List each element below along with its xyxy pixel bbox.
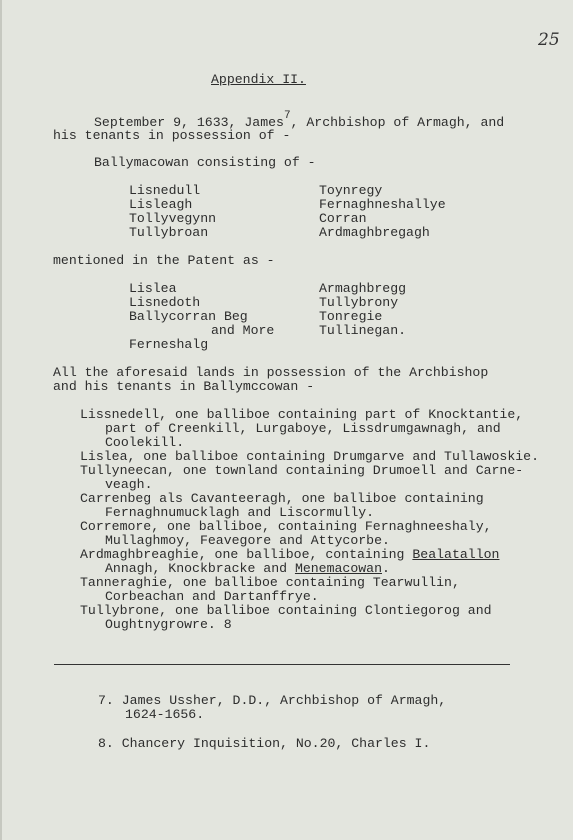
list1-right [319,184,446,240]
list2-right-item: Armaghbregg [319,281,407,296]
list2-right-item: Tonregie [319,309,383,324]
list2-left-item: Ferneshalg [129,337,209,352]
list1-left-item: Tullybroan [129,225,209,240]
list2-right-item: Tullybrony [319,295,399,310]
list1-left-item: Lisnedull [129,183,201,198]
entry-text: Annagh, Knockbracke and [105,561,295,576]
list1-right-item: Corran [319,211,367,226]
list2-left [129,282,274,352]
entry-line: Fernaghnumucklagh and Liscormully. [105,505,375,520]
footnote-7 [98,694,446,722]
list1-right-item: Toynregy [319,183,383,198]
entry-tullybrone [80,604,539,632]
entry-line [80,548,539,562]
entry-line: Tullybrone, one balliboe containing Clontiegorog and [80,603,492,618]
entry-line: Lissnedell, one balliboe containing part of Knocktantie, [80,407,524,422]
entry-tanneraghie [80,576,539,604]
entry-text: Ardmaghbreaghie, one balliboe, containing [80,547,413,562]
aforesaid-line: and his tenants in Ballymccowan - [53,379,315,394]
entries-list [80,408,539,632]
intro-line-2: his tenants in possession of - [53,128,291,143]
intro-text-b: , Archbishop of Armagh, and [290,115,505,130]
footnote-8 [98,737,430,751]
underlined-place-name: Menemacowan [294,561,382,576]
entry-line: Carrenbeg als Cavanteeragh, one balliboe containing [80,491,484,506]
list2-left-item: and More [211,323,275,338]
list1-left-item: Tollyvegynn [129,211,217,226]
list1-right-item: Ardmaghbregagh [319,225,430,240]
patent-heading: mentioned in the Patent as - [53,253,275,268]
aforesaid-paragraph [53,366,488,394]
footnote-line: 8. Chancery Inquisition, No.20, Charles I. [98,736,431,751]
page-number: 25 [538,30,560,50]
entry-line: veagh. [105,477,153,492]
entry-corremore [80,520,539,548]
list2-right-item: Tullinegan. [319,323,407,338]
list2-left-item: Ballycorran Beg [129,309,248,324]
list1-right-item: Fernaghneshallye [319,197,446,212]
entry-line: Tullyneecan, one townland containing Drumoell and Carne- [80,463,524,478]
underlined-place-name: Bealatallon [412,547,500,562]
list1-left [129,184,216,240]
entry-line: part of Creenkill, Lurgaboye, Lissdrumgawnagh, and [105,421,501,436]
footnote-line: 7. James Ussher, D.D., Archbishop of Armagh, [98,693,447,708]
footnote-ref-7: 7 [283,110,291,122]
page-title: Appendix II. [211,72,306,87]
entry-ardmaghbreaghie [80,548,539,576]
list2-left-item: Lislea [129,281,177,296]
entry-line: Tanneraghie, one balliboe containing Tearwullin, [80,575,460,590]
intro-text-a: September 9, 1633, James [94,115,284,130]
entry-lislea [80,450,539,464]
footnote-line: 1624-1656. [125,707,205,722]
entry-carrenbeg [80,492,539,520]
entry-tullyneecan [80,464,539,492]
entry-line: Mullaghmoy, Feavegore and Attycorbe. [105,533,390,548]
ballymacowan-heading: Ballymacowan consisting of - [94,155,316,170]
aforesaid-line: All the aforesaid lands in possession of the Archbishop [53,365,489,380]
list2-left-item: Lisnedoth [129,295,201,310]
entry-line: Corbeachan and Dartanffrye. [105,589,319,604]
entry-text: . [382,561,390,576]
entry-line: Oughtnygrowre. 8 [105,617,232,632]
entry-line: Coolekill. [105,435,185,450]
list1-left-item: Lisleagh [129,197,193,212]
list2-right [319,282,406,338]
entry-line: Corremore, one balliboe, containing Fernaghneeshaly, [80,519,492,534]
entry-lissnedell [80,408,539,450]
entry-line [80,562,539,576]
footnote-divider [54,664,510,665]
entry-line: Lislea, one balliboe containing Drumgarve and Tullawoskie. [80,449,539,464]
